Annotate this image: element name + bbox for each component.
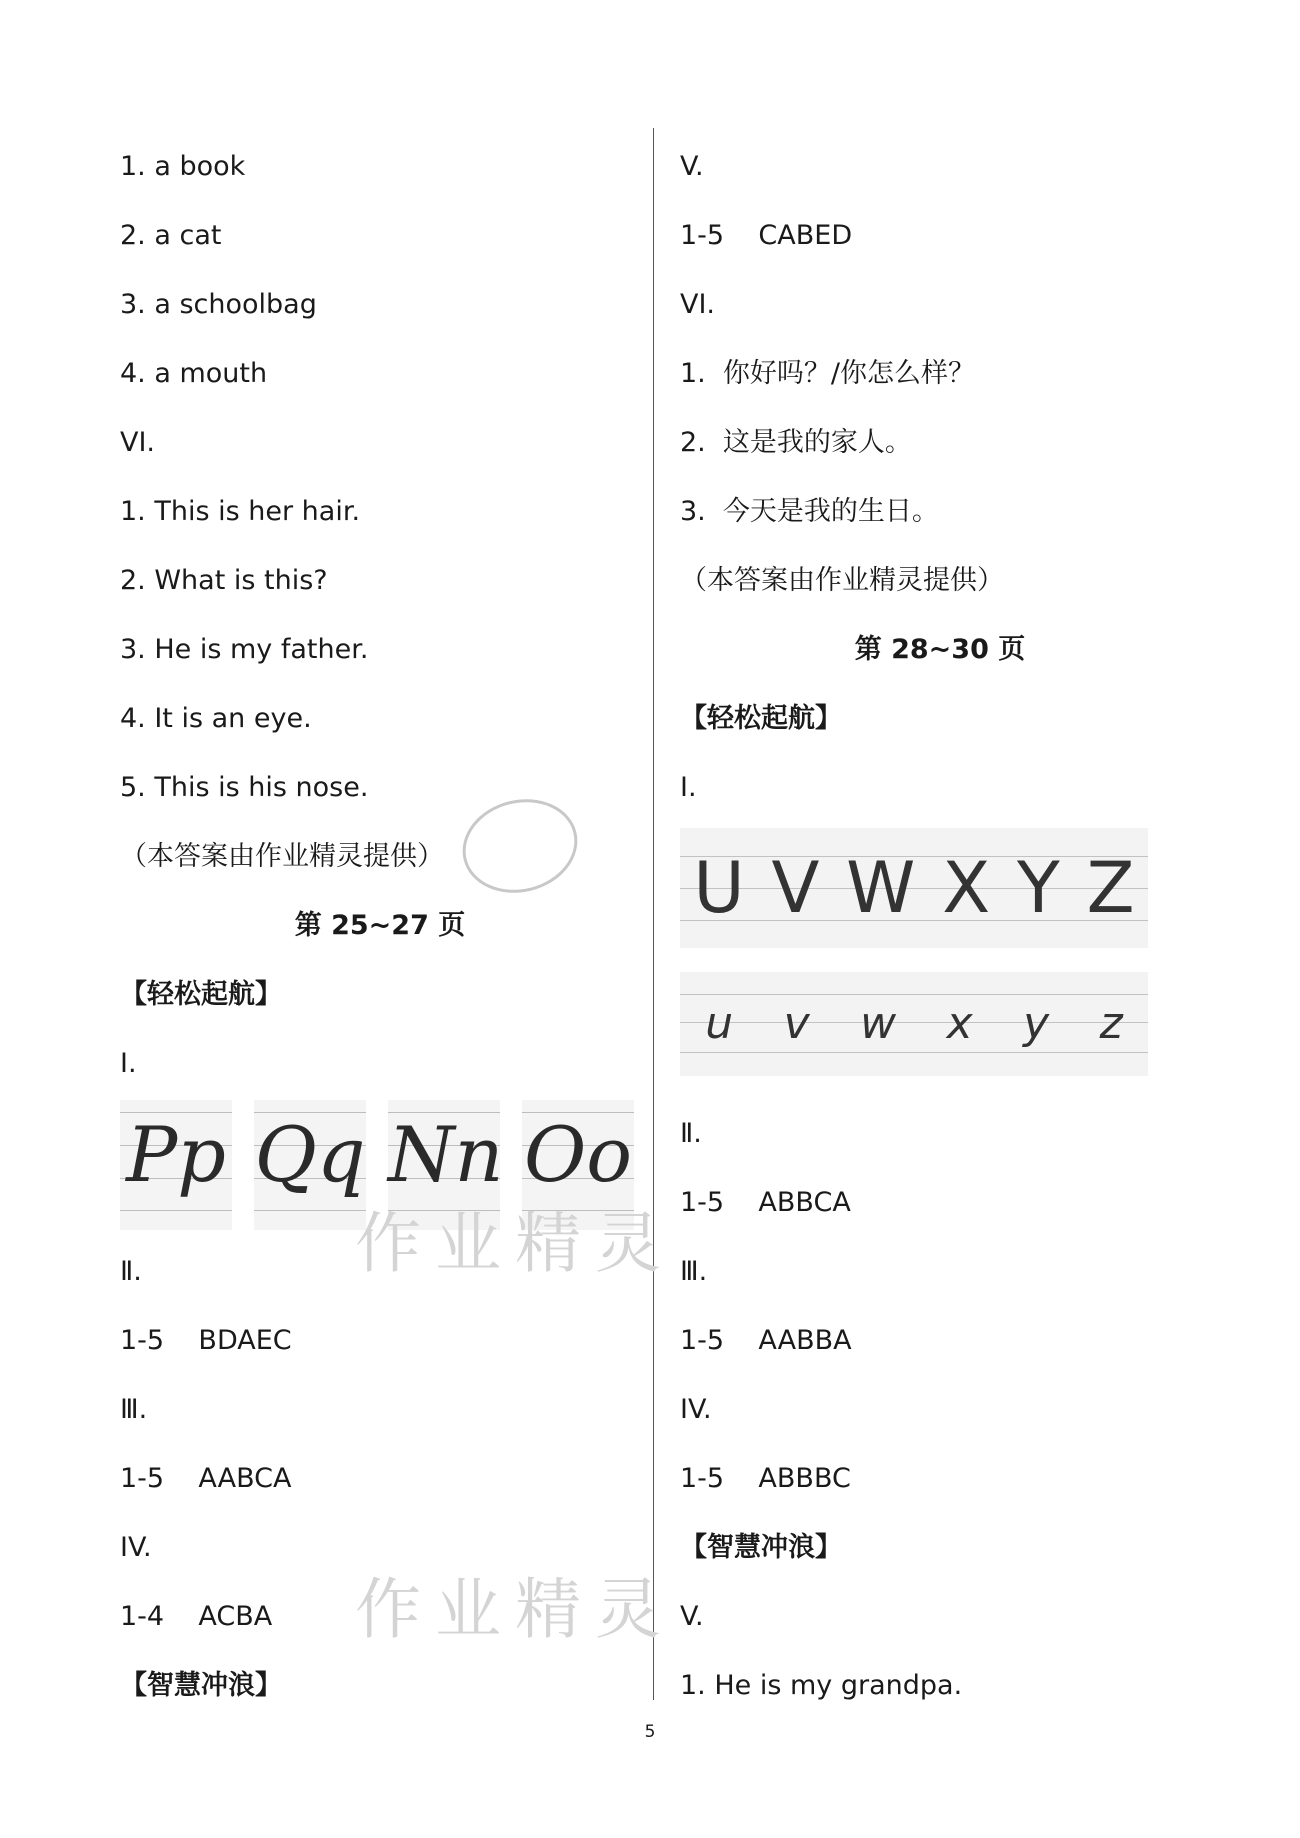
capital-letter-strip [680, 828, 1148, 948]
answer-line-0: V. [680, 151, 704, 182]
answer-line-2: VI. [680, 289, 716, 320]
capital-letter-Y: Y [1016, 847, 1060, 929]
answer-line-lower-0: Ⅱ. [120, 1256, 142, 1287]
answer-line-tail-1: 1. He is my grandpa. [680, 1670, 963, 1701]
lowercase-letter-x: x [946, 998, 973, 1049]
lowercase-letter-z: z [1099, 998, 1123, 1049]
answer-line-lower-5: 1-5 ABBBC [680, 1463, 851, 1494]
answer-line-2: 3. a schoolbag [120, 289, 317, 320]
answer-line-lower-2: Ⅲ. [680, 1256, 708, 1287]
answer-line-0: 1. a book [120, 151, 246, 182]
lowercase-letter-v: v [783, 998, 810, 1049]
answer-line-4: VI. [120, 427, 156, 458]
section-heading-easy-start: 【轻松起航】 [120, 979, 282, 1010]
lowercase-letter-u: u [705, 998, 734, 1049]
cursive-letter-pair: Pp [126, 1110, 226, 1199]
roman-numeral-1: Ⅰ. [120, 1048, 137, 1079]
answer-line-5: 3. 今天是我的生日。 [680, 496, 939, 527]
answer-line-9: 5. This is his nose. [120, 772, 369, 803]
roman-numeral-1: Ⅰ. [680, 772, 697, 803]
answer-line-lower-3: 1-5 AABBA [680, 1325, 852, 1356]
answer-line-3: 1. 你好吗？/你怎么样？ [680, 358, 976, 389]
column-divider [653, 128, 654, 1700]
cursive-letter-pair: Nn [388, 1110, 504, 1199]
answer-line-6: 2. What is this? [120, 565, 328, 596]
cursive-letter-pair: Qq [254, 1110, 366, 1199]
answer-line-lower-1: 1-5 BDAEC [120, 1325, 292, 1356]
answer-line-4: 2. 这是我的家人。 [680, 427, 912, 458]
answer-line-3: 4. a mouth [120, 358, 268, 389]
answer-line-7: 3. He is my father. [120, 634, 369, 665]
answer-line-lower-2: Ⅲ. [120, 1394, 148, 1425]
capital-letter-V: V [771, 847, 820, 929]
answer-line-tail-0: V. [680, 1601, 704, 1632]
answer-line-1: 1-5 CABED [680, 220, 853, 251]
answer-line-10: （本答案由作业精灵提供） [120, 841, 444, 872]
answer-line-6: （本答案由作业精灵提供） [680, 565, 1004, 596]
lowercase-letter-y: y [1023, 998, 1050, 1049]
page-number: 5 [644, 1722, 656, 1742]
lowercase-letter-w: w [860, 998, 897, 1049]
answer-line-lower-4: IV. [120, 1532, 152, 1563]
letter-box-q [254, 1100, 366, 1230]
section-heading-wisdom-surf: 【智慧冲浪】 [680, 1532, 842, 1563]
answer-line-5: 1. This is her hair. [120, 496, 361, 527]
watermark-text: 作业精灵 [355, 1571, 675, 1648]
answer-line-8: 4. It is an eye. [120, 703, 312, 734]
watermark-seal-icon [453, 787, 588, 904]
letter-box-p [120, 1100, 232, 1230]
capital-letter-W: W [846, 847, 916, 929]
answer-line-lower-3: 1-5 AABCA [120, 1463, 292, 1494]
capital-letter-Z: Z [1086, 847, 1135, 929]
capital-letter-U: U [693, 847, 745, 929]
watermark-text: 作业精灵 [355, 1205, 675, 1282]
cursive-letter-pair: Oo [523, 1110, 633, 1199]
page-heading-25-27: 第 25~27 页 [294, 910, 466, 941]
answer-line-lower-0: Ⅱ. [680, 1118, 702, 1149]
answer-line-lower-1: 1-5 ABBCA [680, 1187, 851, 1218]
page-heading-28-30: 第 28~30 页 [854, 634, 1026, 665]
answer-line-lower-4: IV. [680, 1394, 712, 1425]
lowercase-letter-strip [680, 972, 1148, 1076]
capital-letter-X: X [942, 847, 991, 929]
answer-line-lower-5: 1-4 ACBA [120, 1601, 273, 1632]
answer-line-1: 2. a cat [120, 220, 222, 251]
section-heading-wisdom-surf: 【智慧冲浪】 [120, 1670, 282, 1701]
section-heading-easy-start: 【轻松起航】 [680, 703, 842, 734]
